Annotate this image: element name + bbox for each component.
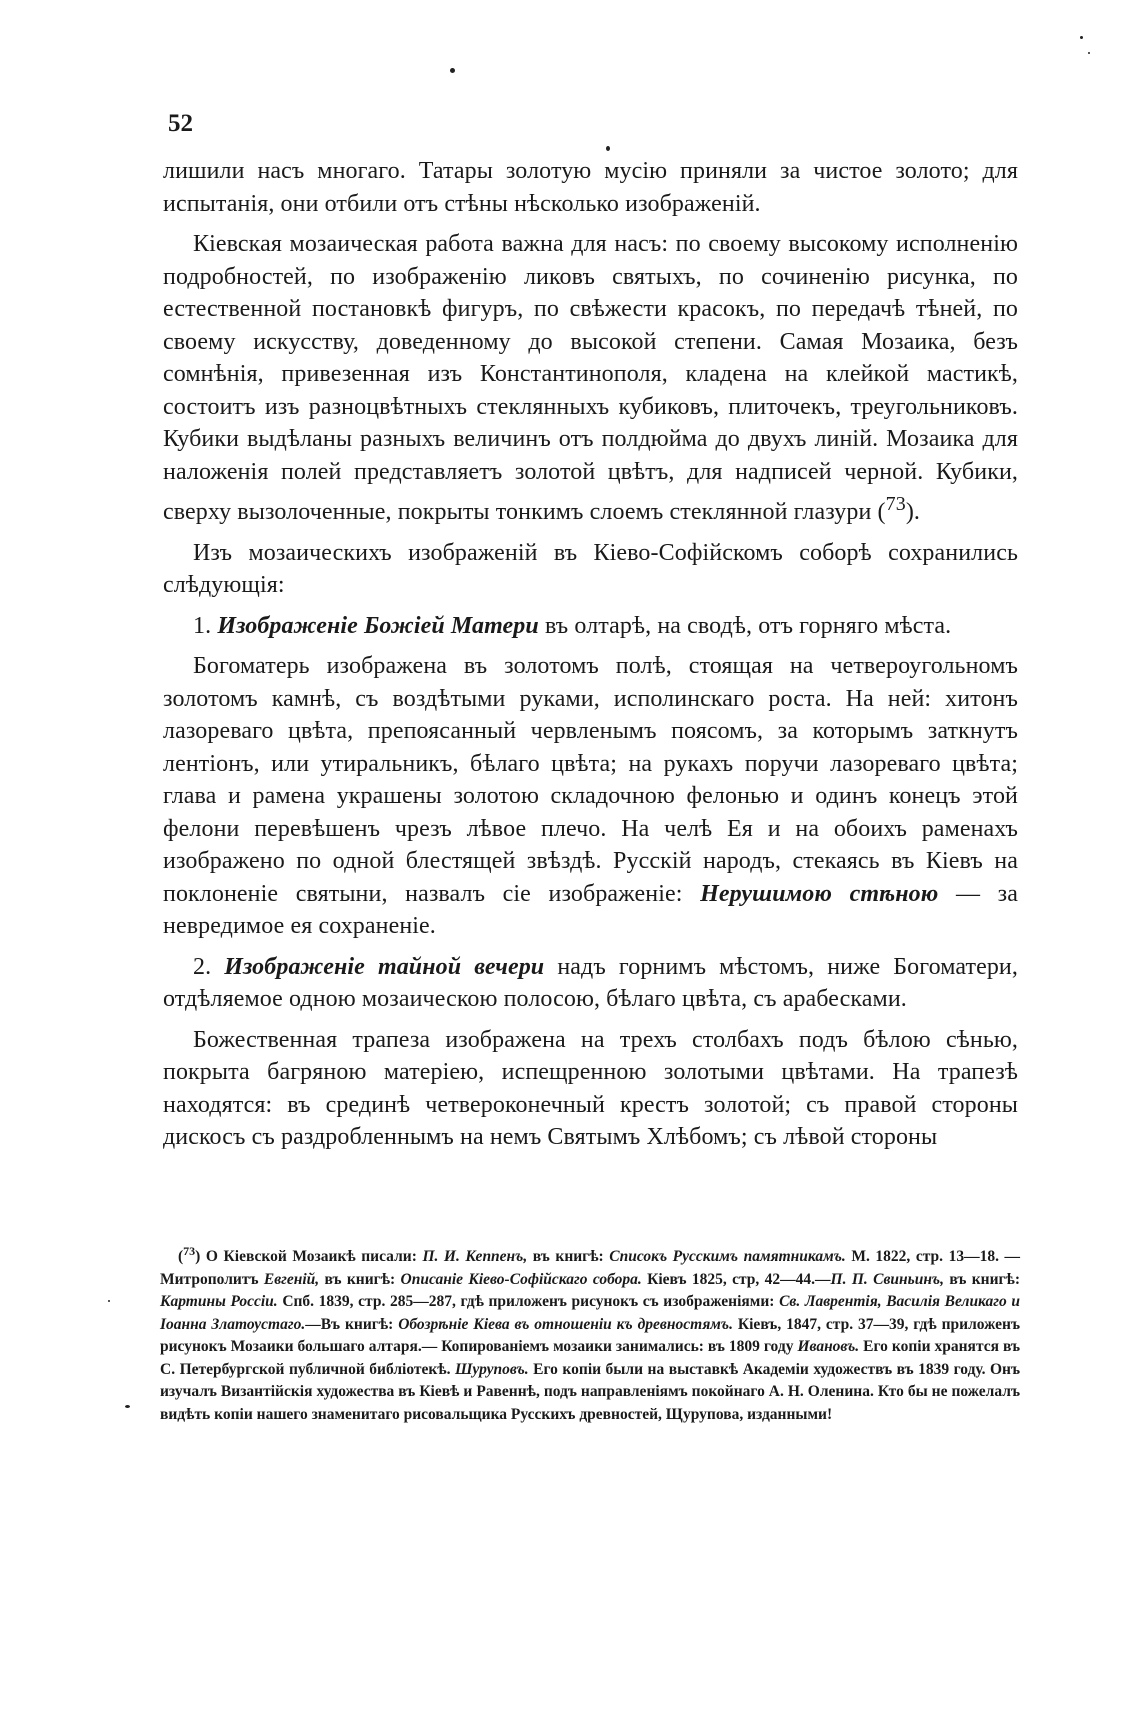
list-item-1-text: въ олтарѣ, на сводѣ, отъ горняго мѣста.	[544, 612, 952, 639]
paragraph-3: Изъ мозаическихъ изображеній въ Кіево-Софійскомъ соборѣ сохранились слѣдующія:	[163, 539, 1018, 598]
paragraph-4	[163, 650, 1018, 943]
footnote-mark: 73	[183, 1244, 196, 1258]
footnote-author: П. П. Свиньинъ,	[830, 1270, 944, 1288]
footnote-author: Евгеній,	[263, 1270, 320, 1288]
main-text	[163, 155, 1018, 1162]
footnote-book-title: Св. Лаврентія, Василія Великаго и Іоанна Златоустаго.	[160, 1293, 1020, 1333]
footnote-text: М. 1822, стр. 13—18. —Митрополитъ	[160, 1248, 1021, 1288]
list-item-2-number: 2.	[193, 953, 212, 980]
footnote-text: въ книгѣ:	[532, 1248, 604, 1266]
list-item-1	[163, 610, 1018, 643]
list-item-2-title: Изображеніе тайной вечери	[224, 953, 545, 980]
paragraph-5: Божественная трапеза изображена на трехъ столбахъ подъ бѣлою сѣнью, покрыта багряною матеріею, испещренною золотыми цвѣтами. На трапезѣ находятся: въ срединѣ четвероконечный крестъ золотой; съ правой стороны дискосъ съ раздробленнымъ на немъ Святымъ Хлѣбомъ; съ лѣвой стороны	[163, 1026, 1018, 1150]
scan-speck	[125, 1405, 130, 1408]
paragraph-4-text: Богоматерь изображена въ золотомъ полѣ, стоящая на четвероугольномъ золотомъ камнѣ, съ воздѣтыми руками, исполинскаго роста. На ней: хитонъ лазореваго цвѣта, препоясанный червленымъ поясомъ, за которымъ заткнутъ лентіонъ, или утиральникъ, бѣлаго цвѣта; на рукахъ поручи лазореваго цвѣта; глава и рамена украшены золотою складочною фелонью и одинъ конецъ этой фелони перевѣшенъ чрезъ лѣвое плечо. На челѣ Ея и на обоихъ раменахъ изображено по одной блестящей звѣздѣ. Русскій народъ, стекаясь въ Кіевъ на поклоненіе святыни, назвалъ сіе изображеніе:	[163, 653, 1018, 907]
page-number: 52	[168, 110, 193, 137]
footnote-text: Его копіи хранятся въ С. Петербургской публичной библіотекѣ.	[160, 1338, 1021, 1378]
scan-speck	[606, 146, 610, 151]
footnote-book-title: Картины Россіи.	[160, 1293, 278, 1311]
footnote-book-title: Описаніе Кіево-Софійскаго собора.	[400, 1270, 642, 1288]
scan-speck	[450, 68, 455, 73]
scan-speck	[108, 1300, 110, 1302]
footnote-text: Спб. 1839, стр. 285—287, гдѣ приложенъ рисунокъ съ изображеніями:	[282, 1293, 775, 1311]
list-item-2	[163, 951, 1018, 1016]
footnote-book-title: Обозрѣніе Кіева въ отношеніи къ древностямъ.	[398, 1315, 733, 1333]
paragraph-4-end: — за невредимое ея сохраненіе.	[163, 880, 1018, 939]
paragraph-2-end: ).	[905, 499, 921, 525]
footnote-text: Его копіи были на выставкѣ Академіи художествъ въ 1839 году. Онъ изучалъ Византійскія художества въ Кіевѣ и Равеннѣ, подъ направленіямъ покойнаго А. Н. Оленина. Кто бы не пожелалъ видѣть копіи нашего знаменитаго рисовальщика Русскихъ древностей, Щурупова, изданными!	[160, 1360, 1020, 1423]
list-item-1-number: 1.	[193, 612, 212, 639]
footnote-text: Кіевъ, 1847, стр. 37—39, гдѣ приложенъ рисунокъ Мозаики большаго алтаря.— Копированіемъ мозаики занимались: въ 1809 году	[160, 1315, 1021, 1356]
list-item-1-title: Изображеніе Божіей Матери	[217, 612, 539, 639]
footnote-text: ) О Кіевской Мозаикѣ писали:	[195, 1248, 417, 1266]
footnote-text: въ книгѣ:	[324, 1270, 396, 1288]
footnote-author: Шуруповъ.	[454, 1360, 529, 1378]
paragraph-1: лишили насъ многаго. Татары золотую мусію приняли за чистое золото; для испытанія, они отбили отъ стѣны нѣсколько изображеній.	[163, 158, 1018, 217]
footnote-block	[160, 1240, 1020, 1426]
footnote-author: Ивановъ.	[797, 1338, 860, 1356]
paragraph-4-italic: Нерушимою стѣною	[700, 880, 939, 907]
footnote-book-title: Списокъ Русскимъ памятникамъ.	[609, 1248, 846, 1266]
footnote-73: ($^{73}$) О Кіевской Мозаикѣ писали: П. И. Кеппенъ, въ книгѣ: Списокъ Русскимъ памятникамъ. М. 1822, стр. 13—18. —Митрополитъ Евгеній, въ книгѣ: Описаніе Кіево-Софійскаго собора. Кіевъ 1825, стр, 42—44.—П. П. Свиньинъ, въ книгѣ: Картины Россіи. Спб. 1839, стр. 285—287, гдѣ приложенъ рисунокъ съ изображеніями: Св. Лаврентія, Василія Великаго и Іоанна Златоустаго.—Въ книгѣ: Обозрѣніе Кіева въ отношеніи къ древностямъ. Кіевъ, 1847, стр. 37—39, гдѣ приложенъ рисунокъ Мозаики большаго алтаря.— Копированіемъ мозаики занимались: въ 1809 году Ивановъ. Его копіи хранятся въ С. Петербургской публичной библіотекѣ. Шуруповъ. Его копіи были на выставкѣ Академіи художествъ въ 1839 году. Онъ изучалъ Византійскія художества въ Кіевѣ и Равеннѣ, подъ направленіямъ покойнаго А. Н. Оленина. Кто бы не пожелалъ видѣть копіи нашего знаменитаго рисовальщика Русскихъ древностей, Щурупова, изданными!	[160, 1244, 1021, 1423]
footnote-text: Кіевъ 1825, стр, 42—44.—	[647, 1270, 831, 1288]
paragraph-2	[163, 228, 1018, 529]
paragraph-2-text: Кіевская мозаическая работа важна для насъ: по своему высокому исполненію подробностей, по изображенію ликовъ святыхъ, по сочиненію рисунка, по естественной постановкѣ фигуръ, по свѣжести красокъ, по передачѣ тѣней, по своему искусству, доведенному до высокой степени. Самая Мозаика, безъ сомнѣнія, привезенная изъ Константинополя, кладена на клейкой мастикѣ, состоитъ изъ разноцвѣтныхъ стеклянныхъ кубиковъ, плиточекъ, треугольниковъ. Кубики выдѣланы разныхъ величинъ отъ полдюйма до двухъ линій. Мозаика для наложенія полей представляетъ золотой цвѣтъ, для надписей черной. Кубики, сверху вызолоченные, покрыты тонкимъ слоемъ стеклянной глазури (	[163, 231, 1018, 525]
footnote-text: —Въ книгѣ:	[305, 1315, 394, 1333]
scan-speck	[1080, 36, 1083, 39]
footnote-author: П. И. Кеппенъ,	[422, 1248, 528, 1266]
footnote-text: въ книгѣ:	[949, 1270, 1021, 1288]
scan-speck	[1088, 52, 1090, 54]
footnote-reference: 73	[885, 493, 906, 515]
list-item-2-text: надъ горнимъ мѣстомъ, ниже Богоматери, отдѣляемое одною мозаическою полосою, бѣлаго цвѣта, съ арабесками.	[163, 953, 1018, 1012]
